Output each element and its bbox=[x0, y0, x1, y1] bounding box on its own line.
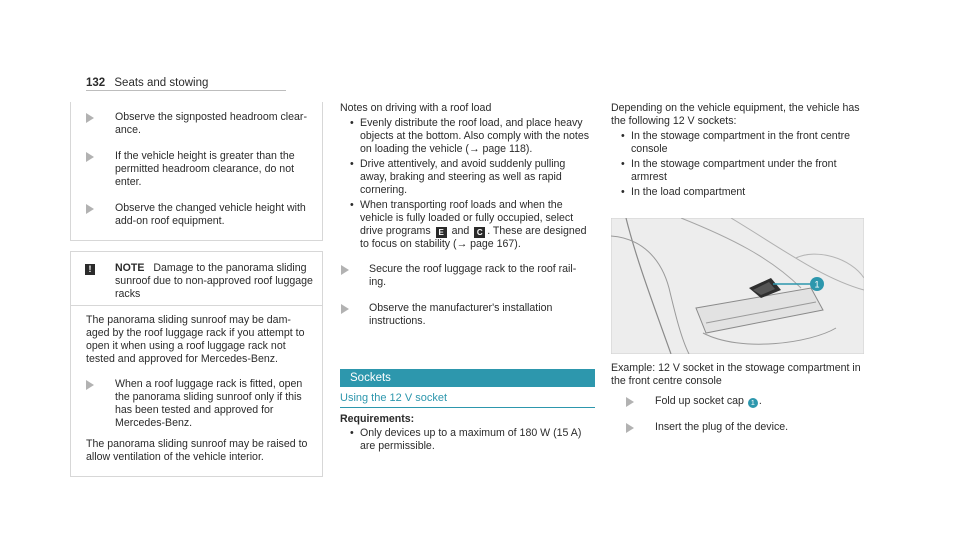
page-number: 132 bbox=[86, 77, 106, 89]
step-text: Secure the roof luggage rack to the roof rail- ing. bbox=[369, 263, 577, 288]
step-item bbox=[340, 263, 595, 289]
drive-program-e-icon: E bbox=[436, 227, 447, 238]
sockets-list bbox=[611, 130, 866, 199]
list-item: • In the load compartment bbox=[621, 186, 866, 199]
step-text: Observe the manufacturer's installation instructions. bbox=[369, 302, 553, 327]
note-text: Damage to the panorama sliding sunroof due to non-approved roof luggage racks bbox=[115, 262, 313, 300]
page-header bbox=[86, 77, 208, 90]
step-item bbox=[611, 395, 866, 408]
subsection-title: Using the 12 V socket bbox=[340, 392, 595, 408]
note-paragraph: The panorama sliding sunroof may be dam- aged by the roof luggage rack if you attempt to open it when using a roof luggage rack not tested and approved for Mercedes-Benz. bbox=[86, 314, 305, 365]
step-item bbox=[71, 150, 322, 189]
step-arrow-icon bbox=[341, 304, 349, 314]
step-text: . bbox=[758, 395, 762, 407]
step-item bbox=[611, 421, 866, 434]
note-box bbox=[70, 251, 323, 477]
step-text: Insert the plug of the device. bbox=[655, 421, 789, 433]
step-arrow-icon bbox=[341, 265, 349, 275]
step-arrow-icon bbox=[626, 423, 634, 433]
step-arrow-icon bbox=[86, 380, 94, 390]
column-2 bbox=[340, 102, 595, 341]
list-item: • Only devices up to a maximum of 180 W (15 A) are permissible. bbox=[350, 427, 595, 453]
drive-program-c-icon: C bbox=[474, 227, 485, 238]
step-arrow-icon bbox=[86, 152, 94, 162]
sockets-intro: Depending on the vehicle equipment, the vehicle has the following 12 V sockets: bbox=[611, 102, 860, 127]
column-1 bbox=[70, 102, 323, 477]
step-item bbox=[71, 111, 322, 137]
callout-number: 1 bbox=[814, 279, 820, 290]
step-item bbox=[71, 202, 322, 228]
header-rule bbox=[86, 90, 286, 91]
list-item-text: When transporting roof loads and when the vehicle is fully loaded or fully occupied, select drive programs bbox=[360, 199, 574, 237]
step-item bbox=[340, 302, 595, 328]
step-text: When a roof luggage rack is fitted, open the panorama sliding sunroof only if this has been tested and approved for Mercedes-Benz. bbox=[115, 378, 303, 429]
requirements-list bbox=[340, 427, 595, 453]
step-arrow-icon bbox=[86, 113, 94, 123]
socket-photo bbox=[611, 218, 864, 354]
step-item bbox=[71, 378, 322, 430]
list-item-text: and bbox=[451, 225, 470, 237]
note-paragraph: The panorama sliding sunroof may be raised to allow ventilation of the vehicle interior. bbox=[86, 438, 308, 463]
step-arrow-icon bbox=[626, 397, 634, 407]
step-text: If the vehicle height is greater than the permitted headroom clearance, do not enter. bbox=[115, 150, 295, 188]
steps-box bbox=[70, 102, 323, 241]
list-item-text: . These are designed to focus on stability (→ page 167). bbox=[360, 225, 587, 250]
step-text: Fold up socket cap bbox=[655, 395, 744, 407]
roof-load-list bbox=[340, 117, 595, 251]
step-text: Observe the changed vehicle height with add-on roof equipment. bbox=[115, 202, 306, 227]
column-3-steps bbox=[611, 395, 866, 447]
list-item: • In the stowage compartment under the front armrest bbox=[621, 158, 866, 184]
list-item: • Evenly distribute the roof load, and place heavy objects at the bottom. Also comply with the notes on loading the vehicle (→ page 118). bbox=[350, 117, 595, 156]
note-title: NOTE bbox=[115, 262, 145, 274]
requirements-label: Requirements: bbox=[340, 413, 415, 425]
chapter-title: Seats and stowing bbox=[114, 77, 209, 89]
list-item: • In the stowage compartment in the front centre console bbox=[621, 130, 866, 156]
note-header bbox=[71, 252, 322, 306]
column-3 bbox=[611, 102, 866, 201]
photo-caption: Example: 12 V socket in the stowage compartment in the front centre console bbox=[611, 362, 861, 387]
roof-load-intro: Notes on driving with a roof load bbox=[340, 102, 492, 114]
list-item: • Drive attentively, and avoid suddenly pulling away, braking and steering as well as rapid cornering. bbox=[350, 158, 595, 197]
step-arrow-icon bbox=[86, 204, 94, 214]
list-item bbox=[350, 199, 595, 251]
requirements bbox=[340, 413, 595, 455]
step-text: Observe the signposted headroom clear- ance. bbox=[115, 111, 307, 136]
warning-icon: ! bbox=[85, 264, 95, 275]
photo-background bbox=[611, 218, 864, 354]
section-title: Sockets bbox=[340, 369, 595, 387]
callout-reference-icon: 1 bbox=[748, 398, 758, 408]
